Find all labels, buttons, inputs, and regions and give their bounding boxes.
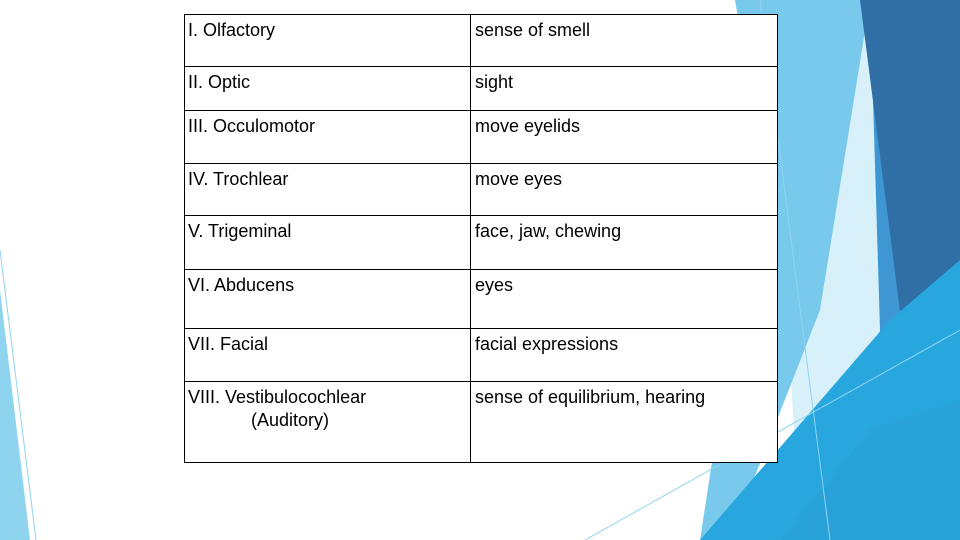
table-row	[185, 329, 778, 382]
nerve-cell: IV. Trochlear	[185, 164, 471, 216]
cranial-nerves-table	[184, 14, 778, 463]
left-accent-shape	[0, 290, 30, 540]
function-cell: facial expressions	[471, 329, 778, 382]
table-row	[185, 216, 778, 270]
nerve-subtitle: (Auditory)	[251, 410, 330, 430]
table-row	[185, 67, 778, 111]
nerve-cell: VII. Facial	[185, 329, 471, 382]
function-cell: sense of equilibrium, hearing	[471, 382, 778, 463]
nerve-cell: V. Trigeminal	[185, 216, 471, 270]
function-cell: face, jaw, chewing	[471, 216, 778, 270]
table-row	[185, 270, 778, 329]
nerve-cell: III. Occulomotor	[185, 111, 471, 164]
nerve-cell: II. Optic	[185, 67, 471, 111]
function-cell: sense of smell	[471, 15, 778, 67]
nerve-cell	[185, 382, 471, 463]
table-row	[185, 382, 778, 463]
function-cell: move eyes	[471, 164, 778, 216]
function-cell: sight	[471, 67, 778, 111]
function-cell: move eyelids	[471, 111, 778, 164]
table-row	[185, 111, 778, 164]
table-row	[185, 15, 778, 67]
function-cell: eyes	[471, 270, 778, 329]
nerve-name: VIII. Vestibulocochlear	[188, 387, 367, 407]
nerve-cell: I. Olfactory	[185, 15, 471, 67]
nerve-cell: VI. Abducens	[185, 270, 471, 329]
table-row	[185, 164, 778, 216]
